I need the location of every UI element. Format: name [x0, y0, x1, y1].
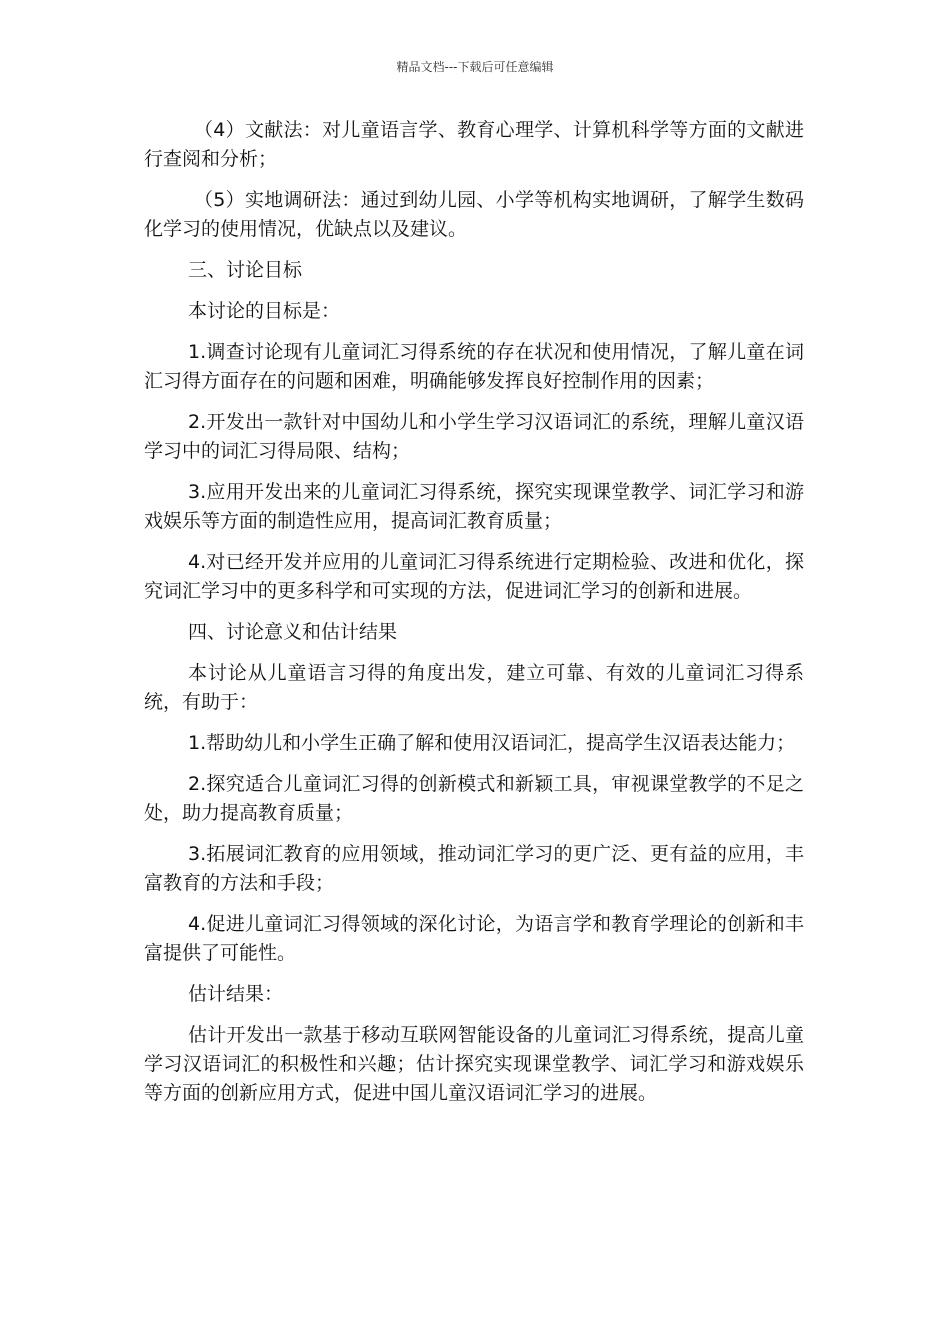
method-fieldwork-paragraph: （5）实地调研法：通过到幼儿园、小学等机构实地调研，了解学生数码化学习的使用情况，优缺点以及建议。: [144, 189, 804, 240]
goal-item-4: 4.对已经开发并应用的儿童词汇习得系统进行定期检验、改进和优化，探究词汇学习中的更多科学和可实现的方法，促进词汇学习的创新和进展。: [144, 551, 804, 602]
significance-item-3: 3.拓展词汇教育的应用领域，推动词汇学习的更广泛、更有益的应用，丰富教育的方法和手段；: [144, 843, 804, 894]
significance-item-1: 1.帮助幼儿和小学生正确了解和使用汉语词汇，提高学生汉语表达能力；: [188, 732, 796, 754]
goal-item-2: 2.开发出一款针对中国幼儿和小学生学习汉语词汇的系统，理解儿童汉语学习中的词汇习得局限、结构；: [144, 411, 804, 462]
significance-intro-paragraph: 本讨论从儿童语言习得的角度出发，建立可靠、有效的儿童词汇习得系统，有助于：: [144, 662, 804, 713]
goal-item-3: 3.应用开发出来的儿童词汇习得系统，探究实现课堂教学、词汇学习和游戏娱乐等方面的制造性应用，提高词汇教育质量；: [144, 481, 804, 532]
goal-item-1: 1.调查讨论现有儿童词汇习得系统的存在状况和使用情况，了解儿童在词汇习得方面存在的问题和困难，明确能够发挥良好控制作用的因素；: [144, 341, 804, 392]
section-heading-significance: 四、讨论意义和估计结果: [188, 621, 398, 643]
expected-results-heading: 估计结果：: [188, 983, 284, 1005]
significance-item-4: 4.促进儿童词汇习得领域的深化讨论，为语言学和教育学理论的创新和丰富提供了可能性。: [144, 913, 804, 964]
section-heading-goals: 三、讨论目标: [188, 259, 303, 281]
method-literature-paragraph: （4）文献法：对儿童语言学、教育心理学、计算机科学等方面的文献进行查阅和分析；: [144, 119, 804, 170]
page-header: 精品文档---下载后可任意编辑: [396, 60, 554, 74]
significance-item-2: 2.探究适合儿童词汇习得的创新模式和新颖工具，审视课堂教学的不足之处，助力提高教育质量；: [144, 773, 804, 824]
document-body: [144, 116, 804, 1120]
goals-intro-paragraph: 本讨论的目标是：: [188, 300, 341, 322]
expected-results-paragraph: 估计开发出一款基于移动互联网智能设备的儿童词汇习得系统，提高儿童学习汉语词汇的积极性和兴趣；估计探究实现课堂教学、词汇学习和游戏娱乐等方面的创新应用方式，促进中国儿童汉语词汇学习的进展。: [144, 1024, 804, 1104]
